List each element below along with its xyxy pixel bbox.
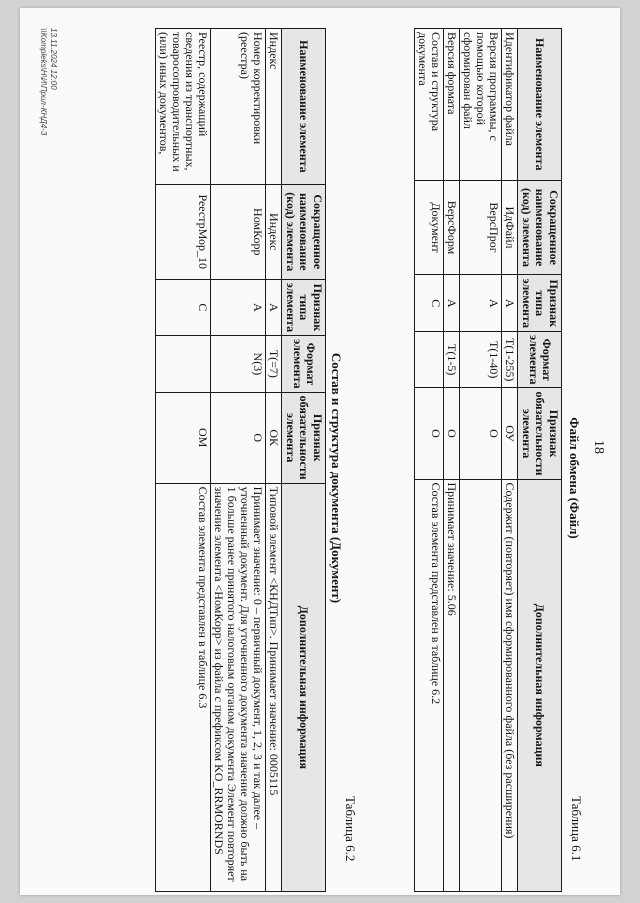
cell-additional-info: Состав элемента представлен в таблице 6.3 — [156, 483, 211, 891]
stamp-date: 13.11.2024 12:00 — [49, 28, 58, 90]
cell-element-code: ВерсФорм — [444, 180, 460, 275]
cell-element-type: А — [211, 279, 266, 335]
cell-element-required: О — [415, 388, 444, 479]
header-element-required: Признак обязательности элемента — [518, 388, 562, 479]
cell-element-name: Версия программы, с помощью которой сформирован файл — [460, 29, 502, 181]
header-element-name: Наименование элемента — [282, 29, 326, 185]
cell-element-required: ОК — [266, 392, 282, 483]
header-element-code: Сокращенное наименование (код) элемента — [282, 184, 326, 279]
cell-element-code: ИдФайл — [502, 180, 518, 275]
cell-element-required: О — [444, 388, 460, 479]
cell-element-type: С — [415, 275, 444, 331]
table-row — [460, 29, 502, 892]
cell-element-type: А — [460, 275, 502, 331]
cell-element-type: А — [444, 275, 460, 331]
table-row — [502, 29, 518, 892]
document-page — [20, 8, 620, 895]
rotated-page-content — [20, 8, 620, 895]
cell-additional-info: Содержит (повторяет) имя сформированного файла (без расширения) — [502, 479, 518, 892]
cell-element-name: Идентификатор файла — [502, 29, 518, 181]
table2-header-row — [282, 29, 326, 892]
header-additional-info: Дополнительная информация — [282, 483, 326, 891]
cell-element-name: Версия формата — [444, 29, 460, 181]
table-row — [211, 29, 266, 892]
header-element-format: Формат элемента — [518, 331, 562, 387]
cell-element-code: НомКорр — [211, 184, 266, 279]
table-exchange-file — [415, 28, 563, 892]
cell-element-required: О — [460, 388, 502, 479]
cell-element-format: T(1-40) — [460, 331, 502, 387]
cell-element-type: С — [156, 279, 211, 335]
table1-header-row — [518, 29, 562, 892]
cell-element-code: РеестрМор_10 — [156, 184, 211, 279]
table2-label: Таблица 6.2 — [343, 796, 358, 862]
cell-additional-info: Принимает значение: 5.06 — [444, 479, 460, 892]
table-row — [415, 29, 444, 892]
header-element-code: Сокращенное наименование (код) элемента — [518, 180, 562, 275]
table2-title: Состав и структура документа (Документ) — [329, 352, 344, 604]
table1-label: Таблица 6.1 — [569, 796, 584, 862]
cell-additional-info: Принимает значение: 0 – первичный документ, 1, 2, 3 и так далее – уточненный документ. Для уточненного документа значение должно быть на 1 больше ранее принятого налоговым органом документа Элемент повторяет значение элемента <НомКорр> из файла с префиксом KO_RRMORNDS — [211, 483, 266, 891]
cell-element-format: N(3) — [211, 336, 266, 392]
table1-title: Файл обмена (Файл) — [567, 417, 582, 539]
cell-element-name: Реестр, содержащий сведения из транспортных, товаросопроводительных и (или) иных документов, — [156, 29, 211, 185]
cell-element-format: T(=7) — [266, 336, 282, 392]
cell-element-name: Состав и структура документа — [415, 29, 444, 181]
table-document-structure — [156, 28, 327, 892]
cell-element-code: ВерсПрог — [460, 180, 502, 275]
cell-element-required: О — [211, 392, 266, 483]
cell-element-type: А — [266, 279, 282, 335]
cell-element-format: T(1-5) — [444, 331, 460, 387]
cell-element-name: Номер корректировки (реестра) — [211, 29, 266, 185]
cell-additional-info: Типовой элемент <КНДТип>. Принимает значение: 0005115 — [266, 483, 282, 891]
print-stamp — [38, 28, 58, 135]
page-number: 18 — [591, 440, 606, 454]
header-element-name: Наименование элемента — [518, 29, 562, 181]
cell-element-code: Индекс — [266, 184, 282, 279]
table-row — [156, 29, 211, 892]
header-additional-info: Дополнительная информация — [518, 479, 562, 892]
cell-element-required: ОМ — [156, 392, 211, 483]
cell-element-required: ОУ — [502, 388, 518, 479]
cell-element-format — [415, 331, 444, 387]
cell-additional-info — [460, 479, 502, 892]
cell-element-type: А — [502, 275, 518, 331]
header-element-type: Признак типа элемента — [282, 279, 326, 335]
header-element-format: Формат элемента — [282, 336, 326, 392]
table-row — [266, 29, 282, 892]
header-element-type: Признак типа элемента — [518, 275, 562, 331]
cell-element-code: Документ — [415, 180, 444, 275]
cell-additional-info: Состав элемента представлен в таблице 6.2 — [415, 479, 444, 892]
cell-element-format: T(1-255) — [502, 331, 518, 387]
table-row — [444, 29, 460, 892]
cell-element-name: Индекс — [266, 29, 282, 185]
cell-element-format — [156, 336, 211, 392]
stamp-path: \\Kompleks\Н\И\Прил-КНД4-3 — [39, 28, 48, 136]
header-element-required: Признак обязательности элемента — [282, 392, 326, 483]
